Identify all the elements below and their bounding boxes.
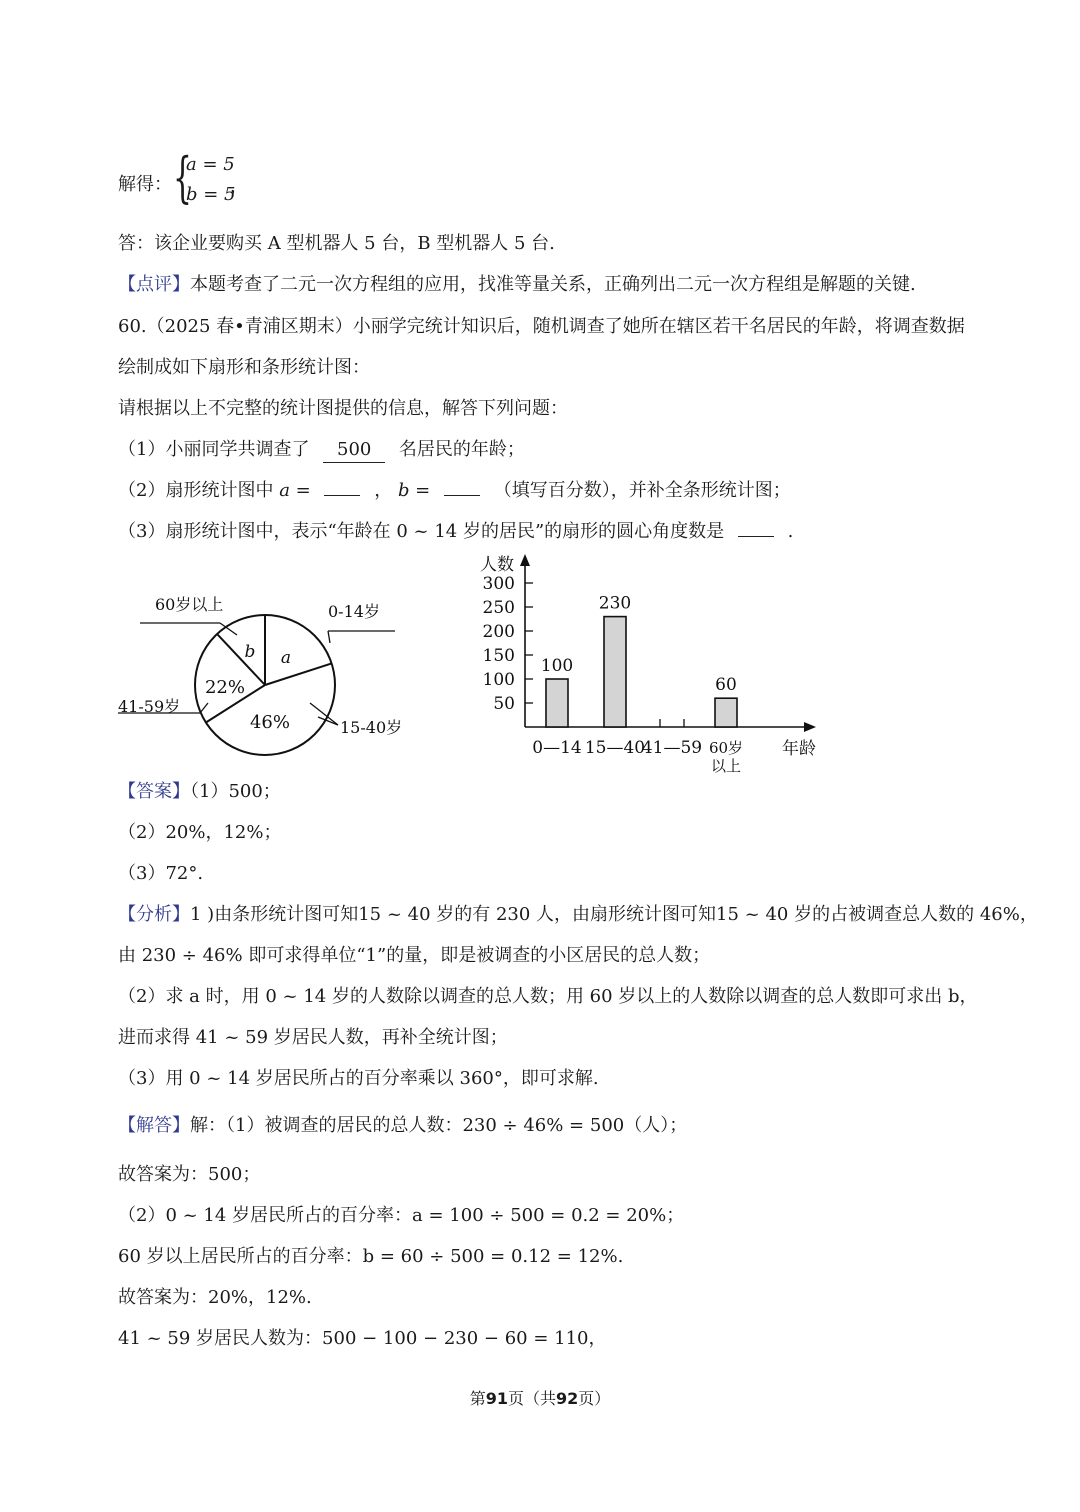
pie-leader-line xyxy=(200,703,208,713)
y-axis-label: 人数 xyxy=(480,555,514,575)
comment-text: 本题考查了二元一次方程组的应用，找准等量关系，正确列出二元一次方程组是解题的关键. xyxy=(190,274,916,295)
q1-answer-blank: 500 xyxy=(323,438,385,463)
q2-a-label: a = xyxy=(279,480,311,501)
y-tick-label: 250 xyxy=(482,598,515,618)
analysis-line-2: 由 230 ÷ 46% 即可求得单位“1”的量，即是被调查的小区居民的总人数； xyxy=(118,945,711,966)
equation-a: a = 5 xyxy=(186,154,235,175)
brace-icon: { xyxy=(173,146,192,209)
bar-data-label: 60 xyxy=(715,675,737,696)
bar xyxy=(546,679,568,727)
q1-prefix: （1）小丽同学共调查了 xyxy=(118,439,310,460)
question-1 xyxy=(118,438,525,463)
y-tick-label: 100 xyxy=(482,670,515,690)
pie-slice-outer-label: 0-14岁 xyxy=(328,602,380,621)
question-line-3: 请根据以上不完整的统计图提供的信息，解答下列问题： xyxy=(118,398,568,419)
q3-suffix: . xyxy=(787,521,794,542)
answer-3: （3）72°. xyxy=(118,863,204,884)
x-tick-label: 15—40 xyxy=(584,738,646,758)
solution-tag: 【解答】 xyxy=(118,1115,190,1136)
q3-prefix: （3）扇形统计图中，表示“年龄在 0 ~ 14 岁的居民”的扇形的圆心角度数是 xyxy=(118,521,725,542)
answer-tag: 【答案】 xyxy=(118,781,190,802)
solution-line-1 xyxy=(118,1114,687,1138)
solution-line-4: 60 岁以上居民所占的百分率：b = 60 ÷ 500 = 0.12 = 12%. xyxy=(118,1246,624,1267)
pie-slice-inner-label: a xyxy=(280,648,292,668)
pie-slice-outer-label: 41-59岁 xyxy=(118,697,181,716)
solution-line-2: 故答案为：500； xyxy=(118,1164,261,1185)
pie-leader-line xyxy=(318,717,338,725)
bar-data-label: 100 xyxy=(540,656,574,676)
comment-tag: 【点评】 xyxy=(118,274,190,295)
y-axis-arrow-icon xyxy=(520,554,530,566)
analysis-tag: 【分析】 xyxy=(118,904,190,925)
pie-slice-inner-label: 22% xyxy=(204,677,246,698)
footer-page-number: 91 xyxy=(485,1389,508,1408)
bar-chart xyxy=(470,550,830,775)
solve-tail: ， xyxy=(230,176,248,197)
answer-2: （2）20%，12%； xyxy=(118,822,282,843)
answer-1: （1）500； xyxy=(190,781,281,802)
answer-line: 答：该企业要购买 A 型机器人 5 台，B 型机器人 5 台. xyxy=(118,233,555,254)
q2-comma: ， xyxy=(374,480,393,501)
bar xyxy=(715,698,737,727)
pie-slice-inner-label: b xyxy=(244,642,256,662)
footer-post: 页） xyxy=(578,1389,611,1408)
analysis-line-5: （3）用 0 ~ 14 岁居民所占的百分率乘以 360°，即可求解. xyxy=(118,1068,599,1089)
question-2 xyxy=(118,479,791,503)
bar-data-label: 230 xyxy=(598,593,632,614)
question-line-2: 绘制成如下扇形和条形统计图： xyxy=(118,357,370,378)
comment-line xyxy=(118,273,916,297)
pie-chart xyxy=(110,585,420,775)
page-footer xyxy=(0,1386,1080,1409)
pie-slice-inner-label: 46% xyxy=(249,712,291,733)
q2-b-label: b = xyxy=(397,480,431,501)
x-tick-label: 0—14 xyxy=(532,738,582,758)
q2-b-blank xyxy=(444,495,480,496)
q2-suffix: （填写百分数），并补全条形统计图； xyxy=(493,480,791,501)
y-tick-label: 300 xyxy=(482,574,515,594)
y-tick-label: 150 xyxy=(482,646,515,666)
question-line-1: 60.（2025 春•青浦区期末）小丽学完统计知识后，随机调查了她所在辖区若干名居民的年龄，将调查数据 xyxy=(118,316,965,337)
solution-line-3: （2）0 ~ 14 岁居民所占的百分率：a = 100 ÷ 500 = 0.2 = 20%； xyxy=(118,1205,685,1226)
analysis-text-1: 1 )由条形统计图可知15 ~ 40 岁的有 230 人，由扇形统计图可知15 ~ 40 岁的占被调查总人数的 46%， xyxy=(190,904,1038,925)
solution-line-5: 故答案为：20%，12%. xyxy=(118,1287,312,1308)
footer-mid: 页（共 xyxy=(507,1389,556,1408)
q2-a-blank xyxy=(324,495,360,496)
footer-pre: 第 xyxy=(469,1389,486,1408)
y-tick-label: 50 xyxy=(493,694,515,714)
x-axis-label: 年龄 xyxy=(782,739,816,759)
x-tick-label: 41—59 xyxy=(641,738,703,758)
x-tick-label: 以上 xyxy=(710,757,742,775)
q1-suffix: 名居民的年龄； xyxy=(398,439,525,460)
q3-blank xyxy=(738,536,774,537)
analysis-line-4: 进而求得 41 ~ 59 岁居民人数，再补全统计图； xyxy=(118,1027,508,1048)
footer-total-pages: 92 xyxy=(556,1389,579,1408)
pie-slice-outer-label: 15-40岁 xyxy=(340,718,403,737)
answer-block-1 xyxy=(118,780,281,804)
pie-slice-divider xyxy=(265,663,332,685)
solution-line-6: 41 ~ 59 岁居民人数为：500 − 100 − 230 − 60 = 110， xyxy=(118,1328,607,1349)
pie-leader-line xyxy=(328,631,330,643)
analysis-line-1 xyxy=(118,903,1038,927)
equation-b: b = 5 xyxy=(186,184,236,205)
x-tick-label: 60岁 xyxy=(708,739,744,757)
q2-prefix: （2）扇形统计图中 xyxy=(118,480,274,501)
x-axis-arrow-icon xyxy=(804,722,816,732)
question-3 xyxy=(118,520,793,544)
y-tick-label: 200 xyxy=(482,622,515,642)
analysis-line-3: （2）求 a 时，用 0 ~ 14 岁的人数除以调查的总人数；用 60 岁以上的人数除以调查的总人数即可求出 b， xyxy=(118,986,978,1007)
solve-label: 解得： xyxy=(118,174,172,195)
pie-slice-outer-label: 60岁以上 xyxy=(155,595,224,614)
solution-text-1: 解：（1）被调查的居民的总人数：230 ÷ 46% = 500（人）； xyxy=(190,1115,688,1136)
bar xyxy=(604,617,626,727)
